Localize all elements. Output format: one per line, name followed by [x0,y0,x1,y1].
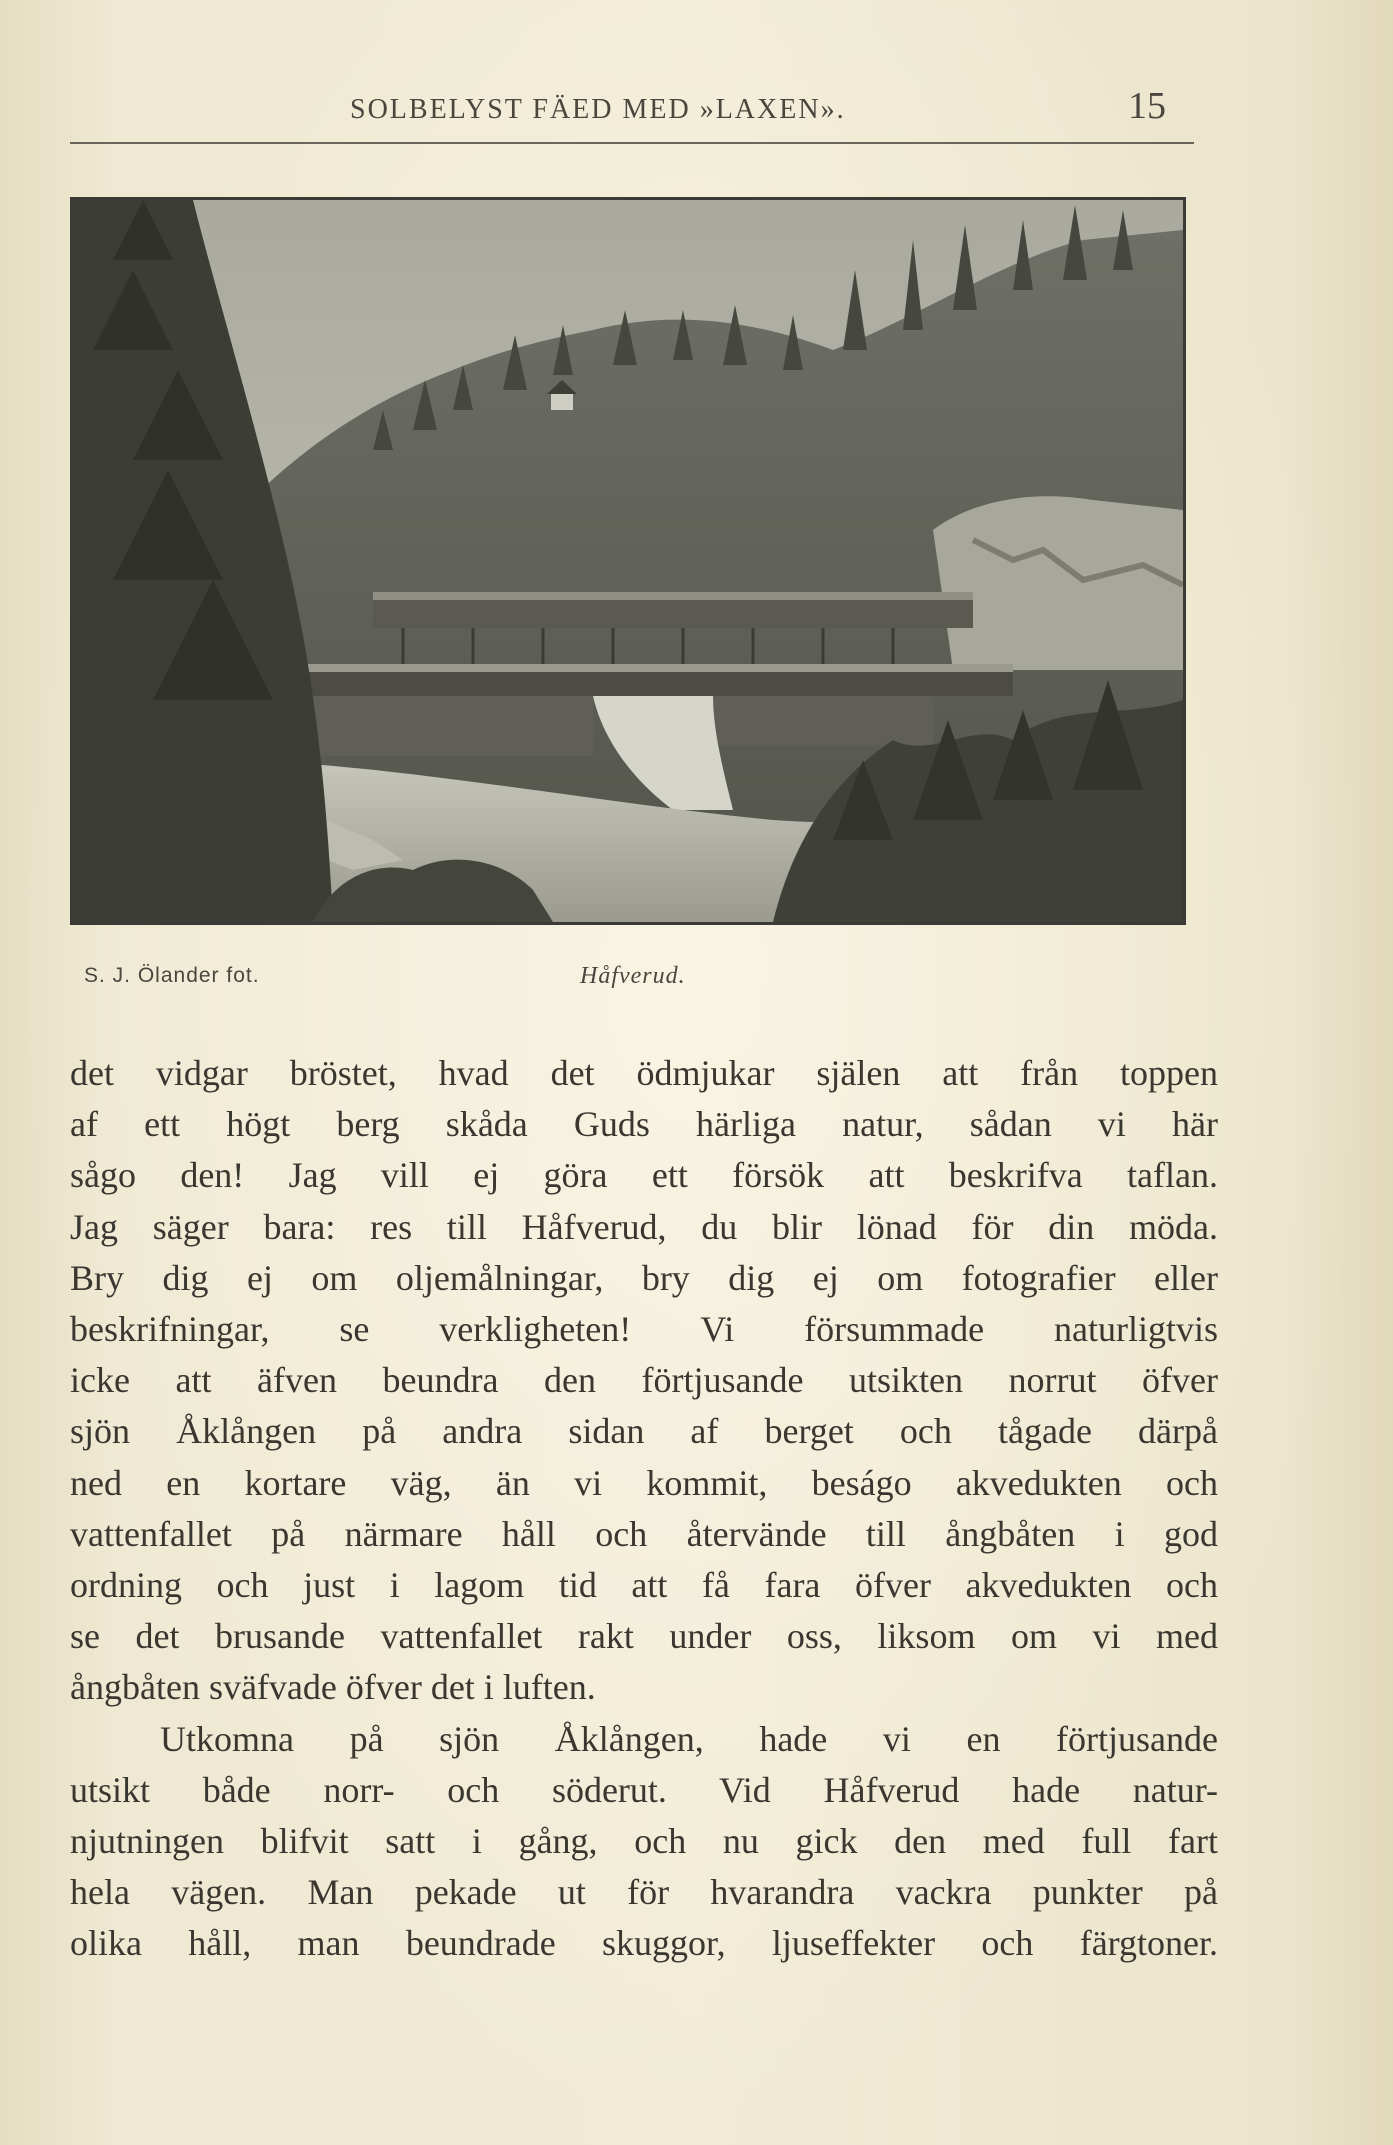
text-line: njutningen blifvit satt i gång, och nu gick den med full fart [70,1821,1218,1862]
text-line: Bry dig ej om oljemålningar, bry dig ej om fotografier eller [70,1257,1218,1298]
text-line: Utkomna på sjön Åklången, hade vi en förtjusande [160,1718,1218,1759]
photograph-hafverud [70,197,1186,925]
text-line: af ett högt berg skåda Guds härliga natur, sådan vi här [70,1104,1218,1145]
text-line: utsikt både norr- och söderut. Vid Håfverud hade natur- [70,1769,1218,1810]
text-line: ned en kortare väg, än vi kommit, beságo akvedukten och [70,1462,1218,1503]
text-line: ordning och just i lagom tid att få fara öfver akvedukten och [70,1565,1218,1606]
text-line: sågo den! Jag vill ej göra ett försök att beskrifva taflan. [70,1155,1218,1196]
header-rule [70,142,1194,144]
text-line: se det brusande vattenfallet rakt under oss, liksom om vi med [70,1616,1218,1657]
running-head: SOLBELYST FÄED MED »LAXEN». [350,94,846,125]
photo-caption: Håfverud. [580,963,686,989]
text-line: vattenfallet på närmare håll och återvände till ångbåten i god [70,1513,1218,1554]
text-line: sjön Åklången på andra sidan af berget och tågade därpå [70,1411,1218,1452]
page-number: 15 [1128,85,1166,127]
text-line: icke att äfven beundra den förtjusande utsikten norrut öfver [70,1360,1218,1401]
body-text [70,1048,1220,1970]
photo-illustration [73,200,1183,922]
text-line: olika håll, man beundrade skuggor, ljuseffekter och färgtoner. [70,1923,1218,1964]
text-line: beskrifningar, se verkligheten! Vi försummade naturligtvis [70,1309,1218,1350]
text-line: hela vägen. Man pekade ut för hvarandra vackra punkter på [70,1872,1218,1913]
text-line: ångbåten sväfvade öfver det i luften. [70,1667,596,1708]
photo-credit: S. J. Ölander fot. [84,964,260,987]
text-line: Jag säger bara: res till Håfverud, du blir lönad för din möda. [70,1206,1218,1247]
text-line: det vidgar bröstet, hvad det ödmjukar själen att från toppen [70,1053,1218,1093]
